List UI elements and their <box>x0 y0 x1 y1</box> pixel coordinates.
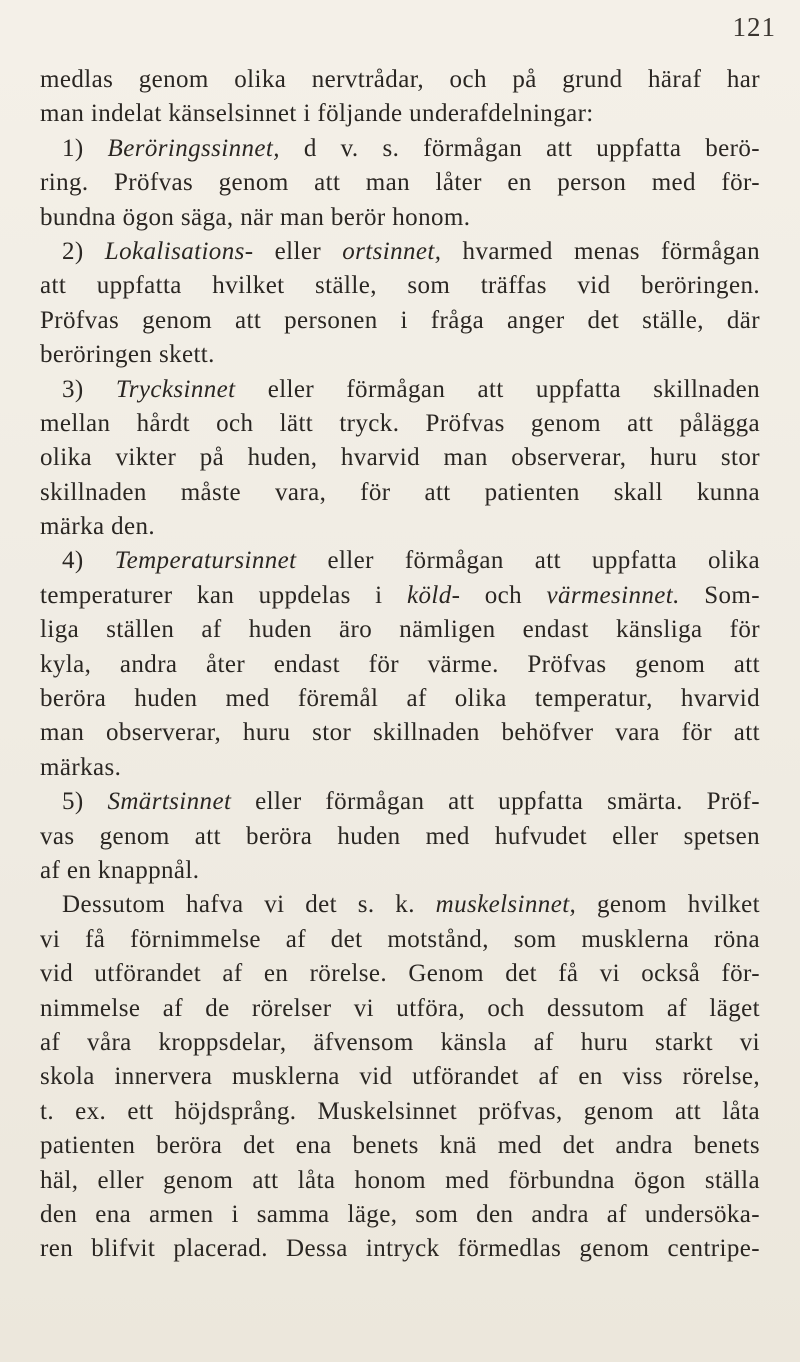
text-line <box>40 407 760 441</box>
text-line <box>40 923 760 957</box>
italic-term: köld- <box>406 581 461 609</box>
text-segment: temperaturer kan uppdelas i <box>40 581 407 609</box>
text-segment: 1) <box>62 134 108 162</box>
text-segment: patienten beröra det ena benets knä med det andra benets <box>40 1132 760 1160</box>
text-line <box>40 510 760 544</box>
text-line <box>40 97 760 131</box>
text-segment: eller förmågan att uppfatta olika <box>296 547 760 575</box>
text-segment: nimmelse af de rörelser vi utföra, och dessutom af läget <box>40 994 760 1022</box>
text-segment: vid utförandet af en rörelse. Genom det få vi också för- <box>40 960 760 988</box>
text-segment: skola innervera musklerna vid utförandet af en viss rörelse, <box>40 1063 760 1091</box>
text-line <box>40 235 760 269</box>
text-line <box>40 648 760 682</box>
text-segment: medlas genom olika nervtrådar, och på grund häraf har <box>40 66 760 93</box>
italic-term: Smärtsinnet <box>107 788 232 816</box>
text-line <box>40 682 760 716</box>
text-line <box>40 1060 760 1094</box>
text-segment: 4) <box>62 547 115 575</box>
text-segment: häl, eller genom att låta honom med förbundna ögon ställa <box>40 1166 760 1194</box>
text-segment: d v. s. förmågan att uppfatta berö- <box>279 134 760 162</box>
text-segment: liga ställen af huden äro nämligen endast känsliga för <box>40 616 760 644</box>
text-line <box>40 338 760 372</box>
text-segment: hvarmed menas förmågan <box>441 237 760 265</box>
text-segment: kyla, andra åter endast för värme. Pröfvas genom att <box>40 650 760 678</box>
text-line <box>40 269 760 303</box>
text-line <box>40 992 760 1026</box>
text-line <box>40 1026 760 1060</box>
text-line <box>40 544 760 578</box>
text-line <box>40 888 760 922</box>
italic-term: Temperatursinnet <box>114 547 297 575</box>
text-segment: ren blifvit placerad. Dessa intryck förmedlas genom centripe- <box>40 1235 760 1263</box>
text-segment: t. ex. ett höjdsprång. Muskelsinnet pröfvas, genom att låta <box>40 1097 760 1125</box>
text-segment: beröringen skett. <box>40 341 215 369</box>
text-segment: den ena armen i samma läge, som den andra af undersöka- <box>40 1200 760 1228</box>
italic-term: Lokalisations- <box>104 237 254 265</box>
text-line <box>40 579 760 613</box>
text-segment: ring. Pröfvas genom att man låter en person med för- <box>40 169 760 197</box>
text-line <box>40 1129 760 1163</box>
text-segment: Dessutom hafva vi det s. k. <box>62 891 436 919</box>
text-segment: 2) <box>62 237 105 265</box>
text-line <box>40 613 760 647</box>
text-segment: man observerar, huru stor skillnaden behöfver vara för att <box>40 719 760 747</box>
text-segment: att uppfatta hvilket ställe, som träffas vid beröringen. <box>40 272 760 300</box>
text-line <box>40 716 760 750</box>
text-segment: 3) <box>62 375 116 403</box>
text-line <box>40 957 760 991</box>
text-line <box>40 1095 760 1129</box>
text-segment: olika vikter på huden, hvarvid man observerar, huru stor <box>40 444 760 472</box>
page-number: 121 <box>732 12 776 42</box>
text-line <box>40 373 760 407</box>
text-segment: af våra kroppsdelar, äfvensom känsla af huru starkt vi <box>40 1028 760 1056</box>
text-segment: Som- <box>679 581 760 609</box>
text-segment: bundna ögon säga, när man berör honom. <box>40 203 471 231</box>
text-line <box>40 1164 760 1198</box>
text-segment: af en knappnål. <box>40 856 200 884</box>
text-segment: Pröfvas genom att personen i fråga anger det ställe, där <box>40 306 760 334</box>
italic-term: ortsinnet, <box>342 237 442 265</box>
text-segment: man indelat känselsinnet i följande underafdelningar: <box>40 100 594 128</box>
body-text <box>40 63 760 1267</box>
text-line <box>40 441 760 475</box>
italic-term: Trycksinnet <box>115 375 236 403</box>
text-line <box>40 751 760 785</box>
text-segment: eller <box>253 237 343 265</box>
text-line <box>40 476 760 510</box>
italic-term: muskelsinnet, <box>435 891 577 919</box>
text-segment: och <box>460 581 547 609</box>
text-segment: 5) <box>62 788 108 816</box>
text-segment: eller förmågan att uppfatta smärta. Pröf- <box>231 788 760 816</box>
text-segment: vi få förnimmelse af det motstånd, som musklerna röna <box>40 925 760 953</box>
text-line <box>40 854 760 888</box>
text-segment: märka den. <box>40 513 156 541</box>
text-line <box>40 201 760 235</box>
text-line <box>40 304 760 338</box>
text-line <box>40 63 760 97</box>
text-segment: eller förmågan att uppfatta skillnaden <box>235 375 760 403</box>
text-segment: skillnaden måste vara, för att patienten skall kunna <box>40 478 760 506</box>
italic-term: värmesinnet. <box>546 581 680 609</box>
text-segment: mellan hårdt och lätt tryck. Pröfvas genom att pålägga <box>40 409 760 437</box>
text-line <box>40 785 760 819</box>
text-line <box>40 166 760 200</box>
text-segment: genom hvilket <box>576 891 760 919</box>
text-line <box>40 1232 760 1266</box>
italic-term: Beröringssinnet, <box>107 134 280 162</box>
text-line <box>40 1198 760 1232</box>
text-line <box>40 132 760 166</box>
text-segment: vas genom att beröra huden med hufvudet eller spetsen <box>40 822 760 850</box>
text-line <box>40 820 760 854</box>
text-segment: märkas. <box>40 753 122 781</box>
text-segment: beröra huden med föremål af olika temperatur, hvarvid <box>40 685 760 713</box>
